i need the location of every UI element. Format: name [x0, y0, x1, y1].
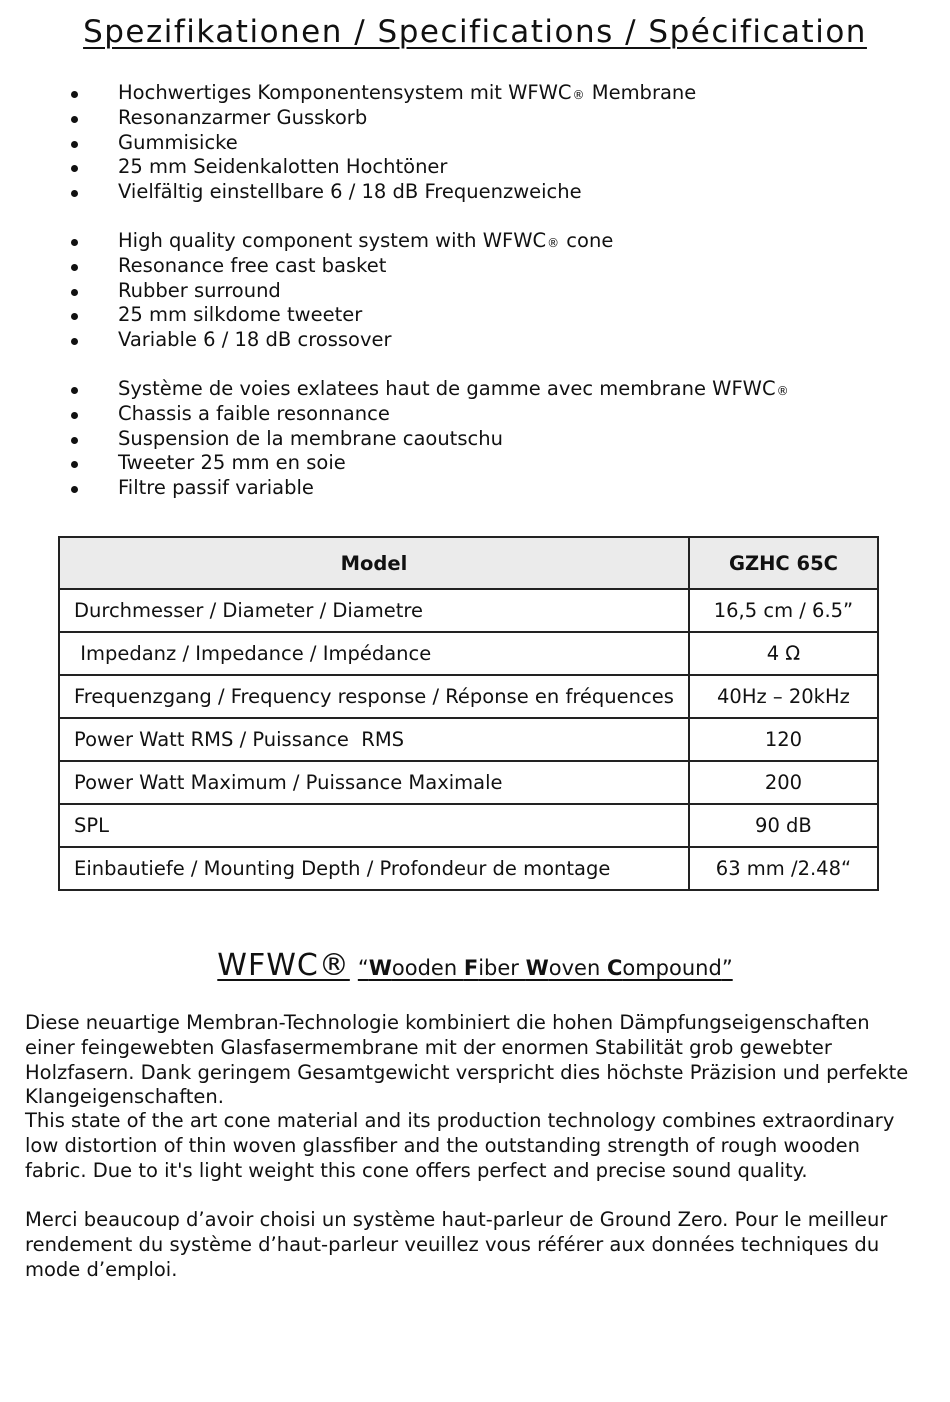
list-item-text: Tweeter 25 mm en soie	[118, 451, 346, 475]
spec-value: 4 Ω	[689, 632, 878, 675]
list-item-text-after: Membrane	[585, 81, 697, 104]
list-item	[68, 106, 868, 131]
table-row	[59, 675, 878, 718]
list-item-text: Suspension de la membrane caoutschu	[118, 426, 503, 450]
list-item	[68, 402, 868, 427]
list-item-text: Rubber surround	[118, 278, 281, 302]
table-header-product: GZHC 65C	[689, 537, 878, 589]
registered-mark: ®	[572, 88, 585, 102]
list-item	[68, 254, 868, 279]
list-item	[68, 279, 868, 304]
list-item-text: Hochwertiges Komponentensystem mit WFWC	[118, 81, 572, 104]
spec-value: 90 dB	[689, 804, 878, 847]
paragraph-french: Merci beaucoup d’avoir choisi un système haut-parleur de Ground Zero. Pour le meilleur rendement du système d’haut-parleur veuillez vous référer aux données techniques du mode d’emploi.	[25, 1208, 888, 1281]
spec-value: 120	[689, 718, 878, 761]
table-row	[59, 718, 878, 761]
list-item-text: Variable 6 / 18 dB crossover	[118, 328, 392, 352]
table-row	[59, 847, 878, 890]
word-ompound: ompound	[622, 956, 722, 980]
spec-parameter: Power Watt Maximum / Puissance Maximale	[59, 761, 689, 804]
spec-parameter: Power Watt RMS / Puissance RMS	[59, 718, 689, 761]
list-item	[68, 476, 868, 501]
bullet-icon	[71, 486, 78, 493]
bullet-icon	[71, 116, 78, 123]
word-oven: oven	[548, 956, 607, 980]
close-quote: ”	[721, 956, 733, 980]
list-item	[68, 427, 868, 452]
spec-table	[58, 536, 879, 891]
bullet-icon	[71, 289, 78, 296]
spec-value: 16,5 cm / 6.5”	[689, 589, 878, 632]
letter-f: F	[463, 956, 479, 980]
paragraph-german: Diese neuartige Membran-Technologie kombiniert die hohen Dämpfungseigenschaften einer feingewebten Glasfasermembrane mit der enormen Stabilität grob gewebter Holzfasern. Dank geringem Gesamtgewicht verspricht dies höchste Präzision und perfekte Klangeigenschaften.	[25, 1011, 909, 1109]
bullet-icon	[71, 437, 78, 444]
spec-value: 200	[689, 761, 878, 804]
bullet-icon	[71, 313, 78, 320]
wfwc-subtitle	[358, 956, 733, 980]
bullet-icon	[71, 239, 78, 246]
list-item-text: Système de voies exlatees haut de gamme avec membrane WFWC	[118, 377, 776, 400]
bullet-icon	[71, 91, 78, 98]
table-row	[59, 761, 878, 804]
bullet-icon	[71, 165, 78, 172]
list-item	[68, 180, 868, 205]
table-row	[59, 632, 878, 675]
open-quote: “	[357, 956, 369, 980]
list-item-text: 25 mm silkdome tweeter	[118, 303, 363, 327]
list-item-text: Resonance free cast basket	[118, 253, 387, 277]
table-header-row	[59, 537, 878, 589]
table-row	[59, 589, 878, 632]
spec-parameter: SPL	[59, 804, 689, 847]
list-item-text: Filtre passif variable	[118, 476, 314, 500]
list-item-text: 25 mm Seidenkalotten Hochtöner	[118, 155, 448, 179]
spec-value: 63 mm /2.48“	[689, 847, 878, 890]
list-item	[68, 328, 868, 353]
list-item-text: Chassis a faible resonnance	[118, 401, 390, 425]
spec-value: 40Hz – 20kHz	[689, 675, 878, 718]
bullet-icon	[71, 141, 78, 148]
list-item-text: Vielfältig einstellbare 6 / 18 dB Frequenzweiche	[118, 180, 582, 204]
list-item	[68, 229, 868, 254]
registered-mark: ®	[547, 236, 560, 250]
list-item	[68, 303, 868, 328]
table-header-model: Model	[59, 537, 689, 589]
letter-c: C	[606, 956, 623, 980]
page-title: Spezifikationen / Specifications / Spécification	[83, 14, 867, 50]
bullet-icon	[71, 264, 78, 271]
feature-list-english	[68, 229, 868, 353]
paragraph-english: This state of the art cone material and its production technology combines extraordinary low distortion of thin woven glassfiber and the outstanding strength of rough wooden fabric. Due to it's light weight this cone offers perfect and precise sound quality.	[25, 1109, 895, 1182]
bullet-icon	[71, 338, 78, 345]
feature-list-french	[68, 377, 868, 501]
list-item-text: High quality component system with WFWC	[118, 229, 547, 252]
bullet-icon	[71, 461, 78, 468]
list-item-text: Resonanzarmer Gusskorb	[118, 105, 368, 129]
list-item	[68, 155, 868, 180]
word-ooden: ooden	[391, 956, 464, 980]
spec-table-body	[59, 589, 878, 890]
spec-parameter: Impedanz / Impedance / Impédance	[59, 632, 689, 675]
table-row	[59, 804, 878, 847]
list-item	[68, 377, 868, 402]
wfwc-heading	[0, 948, 950, 983]
list-item	[68, 131, 868, 156]
spec-parameter: Einbautiefe / Mounting Depth / Profondeur de montage	[59, 847, 689, 890]
registered-mark: ®	[776, 384, 789, 398]
letter-w: W	[368, 956, 392, 980]
bullet-icon	[71, 387, 78, 394]
spec-parameter: Frequenzgang / Frequency response / Réponse en fréquences	[59, 675, 689, 718]
word-iber: iber	[478, 956, 526, 980]
list-item	[68, 81, 868, 106]
letter-w2: W	[525, 956, 549, 980]
bullet-icon	[71, 190, 78, 197]
list-item-text-after: cone	[560, 229, 614, 252]
spec-parameter: Durchmesser / Diameter / Diametre	[59, 589, 689, 632]
bullet-icon	[71, 412, 78, 419]
wfwc-logo: WFWC®	[217, 948, 350, 983]
list-item-text: Gummisicke	[118, 130, 238, 154]
feature-list-german	[68, 81, 868, 205]
list-item	[68, 451, 868, 476]
